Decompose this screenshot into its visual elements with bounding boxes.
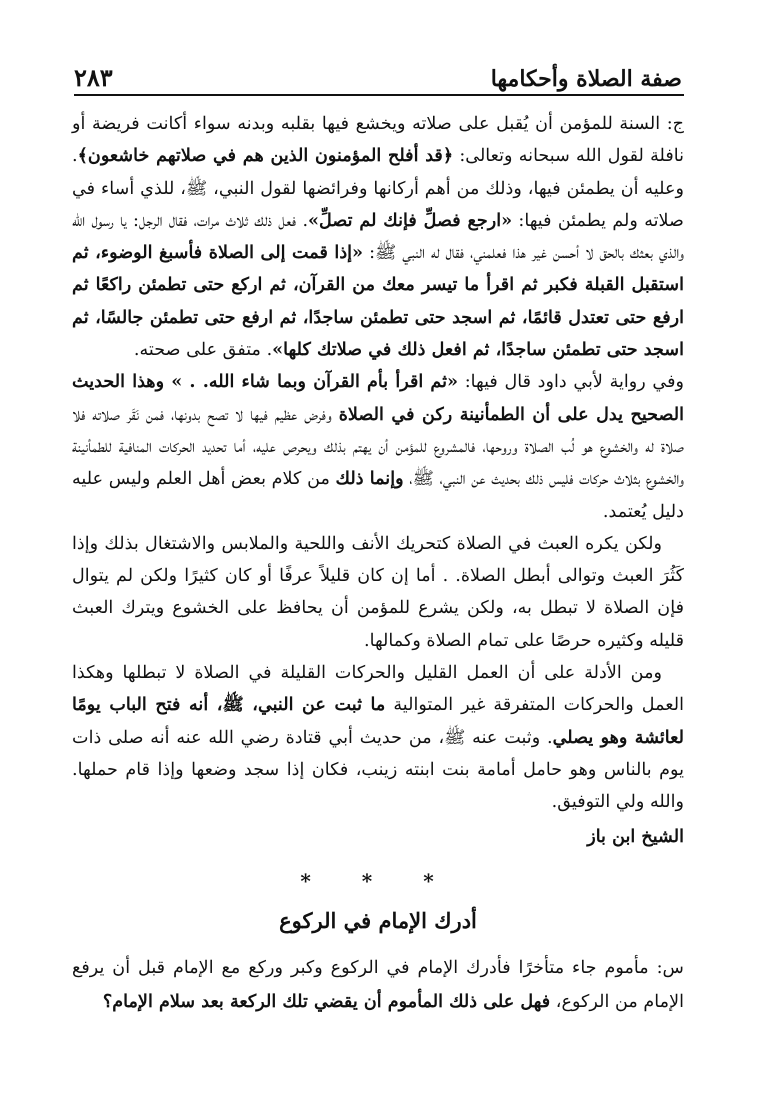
section-title: أدرك الإمام في الركوع <box>279 908 477 934</box>
answer-paragraph-1: ج: السنة للمؤمن أن يُقبل على صلاته ويخشع فيها بقلبه وبدنه سواء أكانت فريضة أو نافلة لقول الله سبحانه وتعالى: ﴿قد أفلح المؤمنون الذين هم في صلاتهم خاشعون﴾. وعليه أن يطمئن فيها، وذلك من أهم أركانها وفرائضها لقول النبي، ﷺ، للذي أساء في صلاته ولم يطمئن فيها: «ارجع فصلِّ فإنك لم تصلِّ». فعل ذلك ثلاث مرات، فقال الرجل: يا رسول الله والذي بعثك بالحق لا أحسن غير هذا فعلمني، فقال له النبي ﷺ: «إذا قمت إلى الصلاة فأسبغ الوضوء، ثم استقبل القبلة فكبر ثم اقرأ ما تيسر معك من القرآن، ثم اركع حتى تطمئن راكعًا ثم ارفع حتى تعتدل قائمًا، ثم اسجد حتى تطمئن ساجدًا، ثم ارفع حتى تطمئن جالسًا، ثم اسجد حتى تطمئن ساجدًا، ثم افعل ذلك في صلاتك كلها». متفق على صحته. <box>72 114 684 361</box>
section-separator: * * * <box>300 868 456 893</box>
answer-paragraph-3: ولكن يكره العبث في الصلاة كتحريك الأنف واللحية والملابس والاشتغال بذلك وإذا كَثُرَ العبث وتوالى أبطل الصلاة. . أما إن كان قليلاً عرفًا أو كان كثيرًا ولكن لم يتوال فإن الصلاة لا تبطل به، ولكن يشرع للمؤمن أن يحافظ على الخشوع ويترك العبث قليله وكثيره حرصًا على تمام الصلاة وكمالها. <box>72 533 684 651</box>
question-paragraph: س: مأموم جاء متأخرًا فأدرك الإمام في الركوع وكبر وركع مع الإمام قبل أن يرفع الإمام من الركوع، فهل على ذلك المأموم أن يقضي تلك الركعة بعد سلام الإمام؟ <box>72 958 684 1013</box>
page-header <box>74 58 682 92</box>
running-title: صفة الصلاة وأحكامها <box>490 66 682 92</box>
page-content <box>72 108 684 1019</box>
answer-paragraph-2: وفي رواية لأبي داود قال فيها: «ثم اقرأ بأم القرآن وبما شاء الله. . » وهذا الحديث الصحيح يدل على أن الطمأنينة ركن في الصلاة وفرض عظيم فيها لا تصح بدونها، فمن نَقَر صلاته فلا صلاة له والخشوع هو لُب الصلاة وروحها، فالمشروع للمؤمن أن يهتم بذلك ويحرص عليه، أما تحديد الحركات المنافية للطمأنينة والخشوع بثلاث حركات فليس ذلك بحديث عن النبي، ﷺ، وإنما ذلك من كلام بعض أهل العلم وليس عليه دليل يُعتمد. <box>72 371 685 522</box>
signature: الشيخ ابن باز <box>587 825 684 847</box>
header-rule <box>74 94 684 96</box>
answer-paragraph-4: ومن الأدلة على أن العمل القليل والحركات القليلة في الصلاة لا تبطلها وهكذا العمل والحركات المتفرقة غير المتوالية ما ثبت عن النبي، ﷺ، أنه فتح الباب يومًا لعائشة وهو يصلي. وثبت عنه ﷺ، من حديث أبي قتادة رضي الله عنه أنه صلى ذات يوم بالناس وهو حامل أمامة بنت ابنته زينب، فكان إذا سجد وضعها وإذا قام حملها. والله ولي التوفيق. <box>72 663 684 813</box>
page-number: ٢٨٣ <box>74 63 113 92</box>
